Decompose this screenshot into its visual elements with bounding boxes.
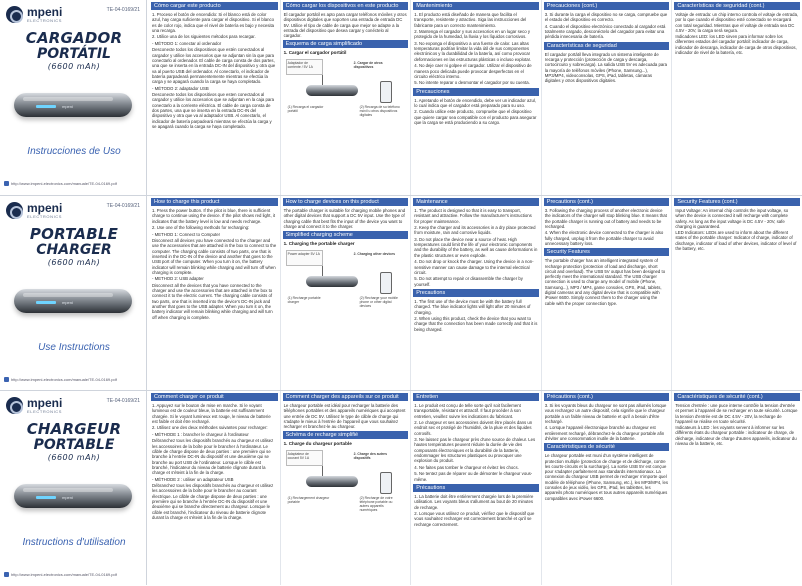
list-item: Disconnect all the devices that you have connected to the charger and use the accessories that are attached in the box to connect it to the electric current. The charging cable consists of two parts, one that is inserted into the device's DC-IN jack and another that goes to the USB adapter. When you turn it on, the battery indicator will remain blinking while charging and will turn off when charging is complete. [152, 282, 273, 320]
section-heading: Comment charger des appareils sur ce produit [283, 393, 409, 401]
content-column [149, 391, 280, 585]
phone-icon [380, 272, 392, 294]
content-column [149, 0, 280, 195]
content-columns [149, 391, 802, 585]
product-title-line: CHARGER [36, 242, 112, 258]
model-number: TE-04-0169/21 [106, 398, 140, 404]
list-item: 2. When using this product, check the device that you want to charge that the connection has been made correctly and that it is being charged. [414, 315, 538, 332]
paragraph: Le chargeur portable est idéal pour recharger la batterie des téléphones portables et des appareils numériques qui acceptent une entrée de DC 5V. Utilisez le type de câble de charge qui s'adapte le mieux à l'entrée de l'appareil que vous souhaitez recharger et branchez-le au chargeur. [283, 403, 406, 430]
device-brand-label: mpeni [62, 495, 73, 500]
numbered-list [152, 12, 277, 129]
list-item: 1. Proceso el botón de encendido: Si el blanco está de color azul, hay carga suficiente para cargar el dispositivo. Si el blanco es de color rojo, indica que el nivel de batería es bajo y necesita una recarga. [152, 12, 275, 33]
section-heading: Comment charger ce produit [151, 393, 278, 401]
diagram-caption: (2) Recharge de votre téléphone portable ou autres appareils numériques [359, 496, 393, 513]
list-item: - METHOD 1: Connect to Computer [152, 231, 221, 237]
list-item: 2. Lorsque vous utilisez ce produit, vérifiez que le dispositif que vous souhaitez recharger est correctement branché et qu'il se recharge correctement. [414, 510, 535, 527]
section-heading: Schéma de recharge simplifié [283, 431, 409, 439]
cover-panel [0, 0, 147, 195]
list-item: 5. Ne tentez pas de réparer ou de démonter le chargeur vous-même. [414, 471, 533, 482]
list-item: 1. The first use of the device must be with the battery full charged. The blue indicator lights will light after 20 minutes of charging. [414, 298, 531, 315]
device-brand-label: mpeni [62, 300, 73, 305]
device-brand-label: mpeni [62, 104, 73, 109]
product-title-line: CHARGEUR [26, 420, 122, 438]
numbered-list [545, 208, 669, 246]
content-column [671, 391, 802, 585]
list-item: - MÉTODO 2: adaptador USB [152, 85, 209, 91]
numbered-list [414, 299, 538, 332]
section-heading: Características de seguridad [544, 42, 670, 50]
list-item: 3. Ne laissez pas le chargeur près d'une source de chaleur. Les hautes températures peuvent réduire la durée de vie des composants électroniques et la durabilité de la batterie, endommager les structures plastiques ou provoquer une explosion du produit. [414, 437, 536, 464]
power-adapter-box: Power adapter 5V 1A [286, 250, 323, 266]
list-item: 2. Keep the charger and its accessories in a dry place protected from moisture, rain and corrosive liquids. [414, 225, 536, 236]
product-title-line: PORTÁTIL [37, 46, 111, 62]
list-item: 4. Lorsque l'appareil électronique branché au chargeur est entièrement rechargé, débranchez-le du chargeur portable afin d'éviter une consommation inutile de la batterie. [544, 425, 665, 441]
list-item: Desconecte todos los dispositivos que esten conectados al cargador y utilice los accesorios que se adjuntan en la caja para conectarlo a la corriente eléctrica. El cable de carga consta de dos partes, una que se inserta en la entrada DC-IN del dispositivo y otra que va al adaptador USB. Al conectarlo, el indicador de batería parpadeará mientras se efectúa la carga y se apagará cuando la carga se haya completado. [152, 92, 275, 129]
diagram-step-label: 1. Charging the portable charger [283, 241, 355, 247]
logo-icon [6, 6, 23, 23]
list-item: Disconnect all devices you have connected to the charger and use the accessories that are attached in the box to connect to the computer. The charging cable consists of two parts, one that is inserted in the DC-IN of the device and another that goes to the USB port of the computer. When you turn it on, the battery indicator will remain blinking while charging and will turn off when charging is complete. [152, 238, 277, 275]
brand-subtitle: ELECTRONICS [27, 18, 63, 23]
brand-name: mpeni [27, 201, 63, 215]
cable-line [322, 466, 323, 476]
paragraph: Indicateurs à LED : les voyants servent à informer sur les différents états du chargeur portable : indicateur de charge, de décharge, indicateur de charge d'autres appareils, indicateur du niveau de la batterie, etc. [675, 425, 797, 447]
content-column [410, 0, 541, 195]
numbered-list [152, 208, 277, 320]
diagram-step-label: 1. Charge du chargeur portable [283, 441, 352, 447]
content-column [671, 196, 802, 390]
globe-icon [4, 572, 9, 577]
model-number: TE-04-0169/21 [106, 203, 140, 209]
list-item: 1. Press the power button. If the pilot is blue, there is sufficient charge to continue using the device. If the pilot shows red light, it indicates that the battery level is low and needs recharge. [152, 208, 276, 224]
paragraph: El cargador portátil lleva integrado un sistema inteligente de recarga y protección (protección de carga y descarga, cortocircuito y sobrecarga). La salida USB 5V es adecuada para la mayoría de teléfonos móviles (iPhone, Samsung...), MP3/MP4, videoconsolas, GPS, iPad, tabletas, cámaras digitales y otros dispositivos digitales. [544, 51, 668, 84]
cable-line [322, 75, 323, 85]
section-heading: Entretien [413, 393, 539, 401]
list-item: 3. Do not place the device near a source of heat. High temperatures could limit the life of your electronic components and the durability of the battery, as well as cause deformations in the plastic structures or even explode. [414, 236, 538, 258]
content-columns [149, 0, 802, 195]
list-item: 5. No intente reparar o desmontar el cargador por su cuenta. [414, 80, 530, 86]
product-title-line: (6600 mAh) [47, 258, 101, 267]
brand-logo [6, 6, 62, 23]
power-adapter-box: Adaptador de corriente / 5V 1A [286, 59, 323, 75]
section-heading: Precautions (cont.) [544, 198, 670, 206]
paragraph: Tension d'entrée : une puce interne contrôle la tension d'entrée et permet à l'appareil de se recharger en toute sécurité. Lorsque la tension d'entrée est de DC 4.5V - 20V, la recharge de l'appareil se réalise en toute sécurité. [675, 403, 798, 424]
section-heading: Précautions (cont.) [544, 393, 670, 401]
logo-icon [6, 397, 23, 414]
diagram-step-label: 2. Charging other devices [353, 252, 396, 257]
section-heading: Precauciones [413, 88, 539, 96]
paragraph: LED Indicators: LEDs are used to inform about the different states of the portable charger: Indicator of charge, indicator of discharge, indicator of load of other devices, indicator of level of the battery, etc. [675, 230, 797, 252]
product-title-line: (6600 mAh) [47, 453, 101, 462]
section-heading: Cómo cargar este producto [151, 2, 278, 10]
list-item: - METHOD 2: USB adapter [152, 276, 204, 282]
power-bank-small-image [306, 276, 358, 287]
brand-text [27, 202, 62, 219]
content-column [410, 196, 541, 390]
product-title [14, 31, 134, 71]
brand-logo [6, 202, 62, 219]
list-item: - MÉTHODE 2 : utiliser un adaptateur USB [152, 476, 234, 482]
content-column [671, 0, 802, 195]
paragraph: Input Voltage: An internal chip controls the input voltage, so when the device is connected it will recharge with complete safety. As long as the input voltage is DC 4.5V - 20V, safe charging is guaranteed. [675, 208, 789, 229]
content-column [541, 391, 672, 585]
list-item: 2. Use one of the following methods for recharging: [152, 225, 250, 231]
brand-text [27, 6, 62, 23]
list-item: 2. Mantenga el cargador y sus accesorios en un lugar seco y protegido de la humedad, la lluvia y los líquidos corrosivos. [414, 29, 531, 40]
instruction-sheet [0, 195, 802, 390]
product-title-line: (6600 mAh) [47, 62, 101, 71]
content-column [541, 0, 672, 195]
section-heading: How to charge this product [151, 198, 278, 206]
numbered-list [414, 12, 538, 86]
list-item: 1. La batterie doit être entièrement chargée lors de la première utilisation. Les voyants bleus s'allument au bout de 20 minutes de recharge. [414, 493, 534, 510]
brand-text [27, 397, 62, 414]
product-title-line: CARGADOR [25, 29, 123, 47]
content-column [280, 391, 411, 585]
logo-icon [6, 202, 23, 219]
numbered-list [152, 403, 277, 520]
section-heading: Características de seguridad (cont.) [674, 2, 800, 10]
diagram-caption: (1) Recarga el cargador portátil [287, 105, 324, 114]
instructions-heading: Instrucciones de Uso [27, 146, 121, 157]
led-strip [36, 105, 56, 108]
section-heading: Cómo cargar los dispositivos en este producto [283, 2, 409, 10]
paragraph: The portable charger has an intelligent integrated system of recharge protection (protection of load and discharge, short circuit and overload). The USB 5V output has been designed to perfectly meet the international standard. The USB charger connection is used to charge any model of mobile (iPhone, Samsung...), MP3 / MP4, game consoles, GPS, iPad, tablets, digital cameras and any digital device that is compatible with iPower 6600. Simply connect them to the charger using the cable with the proper connection type. [544, 258, 666, 306]
list-item: 5. Do not attempt to repair or disassemble the charger by yourself. [414, 276, 523, 287]
brand-subtitle: ELECTRONICS [27, 214, 63, 219]
numbered-list [414, 494, 538, 527]
numbered-list [414, 208, 538, 287]
power-bank-image [14, 484, 132, 508]
list-item: 4. Cuando el dispositivo electrónico conectado al cargador está totalmente cargado, desconéctelo del cargador para evitar una pérdida innecesaria de batería. [544, 23, 666, 40]
section-heading: Mantenimiento [413, 2, 539, 10]
list-item: 1. Le produit est conçu de telle sorte qu'il soit facilement transportable, résistant et attractif. Il faut procéder à son entretien, veuillez suivre les indications du fabricant. [414, 403, 521, 419]
cable-line [322, 266, 323, 276]
list-item: 3. Following the charging process of another electronic device the indicators of the charger will stop blinking blue. It means that the portable charger is running out of battery and needs to be recharged. [544, 208, 667, 229]
list-item: 1. Apretando el botón de encendido, debe ver un indicador azul, lo cual indica que el cargador está preparado para su uso. [414, 97, 537, 108]
section-heading: Caractéristiques de sécurité (cont.) [674, 393, 800, 401]
brand-subtitle: ELECTRONICS [27, 409, 63, 414]
list-item: 1. El producto está diseñado de manera que facilita el transporte, resistente y atractivo. Siga las instrucciones del fabricante para un correcto mantenimiento. [414, 12, 527, 28]
paragraph: Voltaje de entrada: un chip interno controla el voltaje de entrada, por lo que cuando el dispositivo esté conectado se recargará con total seguridad. Mientras que el voltaje de entrada sea DC 4.5V - 20V, la carga será segura. [675, 12, 799, 33]
led-strip [36, 496, 56, 499]
paragraph: Indicadores LED: los LED sirven para informar sobre los diferentes estados del cargador portátil: indicador de carga, indicador de descarga, indicador de carga de otros dispositivos, indicador de nivel de la batería, etc. [675, 34, 797, 56]
content-column [280, 196, 411, 390]
list-item: 1. Appuyez sur le bouton de mise en marche. Si le voyant lumineux est de couleur bleue, la batterie est suffisamment chargée. Si le voyant lumineux est rouge, le niveau de batterie est faible et doit être rechargé. [152, 403, 271, 424]
list-item: 3. No exponga el dispositivo a una fuente de calor. Las altas temperaturas podrían limitar la vida útil de sus componentes electrónicos y la durabilidad de la batería, así como provocar deformaciones en las estructuras plásticas o incluso explotar. [414, 40, 531, 62]
globe-icon [4, 377, 9, 382]
section-heading: Precauciones (cont.) [544, 2, 670, 10]
charging-diagram [284, 448, 408, 516]
instructions-heading: Instructions d'utilisation [22, 537, 126, 548]
instruction-sheet [0, 0, 802, 195]
list-item: - MÉTHODE 1 : brancher le chargeur à l'ordinateur [152, 431, 249, 437]
section-heading: Simplified charging scheme [283, 231, 409, 239]
list-item: Débranchez tous les dispositifs branchés au chargeur et utilisez les accessoires de la boîte pour le brancher à l'ordinateur. Le câble de charge dispose de deux parties : une première qui se branche à l'entrée DC-IN du dispositif et une deuxième qui se branche au port USB de l'ordinateur. Lorsque le câble est branché, l'indicateur du niveau de batterie clignote durant la charge et s'éteint à la fin de la charge. [152, 438, 274, 476]
content-columns [149, 196, 802, 390]
power-bank-image [14, 93, 132, 117]
list-item: 2. Utilisez une des deux méthodes suivantes pour recharger: [152, 425, 268, 431]
power-bank-small-image [306, 476, 358, 487]
brand-logo [6, 397, 62, 414]
diagram-step-label: 2. Cargar de otros dispositivos [353, 61, 383, 70]
diagram-caption: (1) Recharge portable charger [287, 296, 321, 305]
list-item: 3. Si les voyants bleus du chargeur ne sont pas allumés lorsque vous rechargez un autre dispositif, cela signifie que le chargeur portable a un faible niveau de batterie et qu'il a besoin d'être rechargé. [544, 403, 667, 424]
manual-url-text[interactable]: http://www.impeni-electronics.com/manuale/TE-04-0169.pdf [11, 377, 117, 382]
numbered-list [545, 12, 669, 40]
instructions-heading: Use Instructions [38, 342, 110, 353]
section-heading: Security Features (cont.) [674, 198, 800, 206]
charging-diagram [284, 57, 408, 125]
section-heading: Précautions [413, 484, 539, 492]
phone-icon [380, 81, 392, 103]
diagram-step-label: 2. Charge des autres dispositifs [353, 452, 387, 461]
list-item: 2. Le chargeur et ses accessoires doivent être placés dans un endroit sec et protégé de l'humidité, de la pluie et des liquides corrosifs. [414, 420, 533, 436]
list-item: 4. No deje caer ni golpee el cargador. Utilizar el dispositivo de manera poco delicada puede provocar desperfectos en el circuito eléctrico interno. [414, 63, 532, 79]
phone-icon [380, 472, 392, 494]
diagram-caption: (2) Recharge your mobile phone or other digital devices [359, 296, 398, 309]
content-column [541, 196, 672, 390]
power-bank-small-image [306, 85, 358, 96]
section-heading: Precautions [413, 289, 539, 297]
paragraph: El cargador portátil es apto para cargar teléfonos móviles y otros dispositivos digitales que soporten una entrada de entrada DC 5V. Utilice el tipo de cable de carga que mejor se adapte a la entrada del dispositivo que desea cargar y conéctelo al cargador. [283, 12, 407, 39]
list-item: 1. The product is designed so that it is easy to transport, resistant and attractive. Follow the manufacturer's instructions for proper maintenance. [414, 208, 532, 224]
diagram-caption: (2) Recarga de su teléfono móvil u otros dispositivos digitales [359, 105, 400, 118]
content-column [149, 196, 280, 390]
list-item: 4. When the electronic device connected to the charger is also fully charged, unplug it from the portable charger to avoid unnecessary battery loss. [544, 230, 664, 246]
globe-icon [4, 181, 9, 186]
content-column [280, 0, 411, 195]
manual-url-text[interactable]: http://www.impeni-electronics.com/manuale/TE-04-0169.pdf [11, 181, 117, 186]
list-item: 4. Do not drop or knock the charger. Using the device in a non-sensitive manner can cause damage to the internal electrical circuit. [414, 259, 534, 275]
section-heading: Caractéristiques de sécurité [544, 443, 670, 451]
list-item: 2. Utilice una de los siguientes métodos para recargar. [152, 34, 256, 40]
list-item: Desconecte todos los dispositivos que estén conectados al cargador y utilice los accesorios que se adjuntan sin la que para conectarlo al ordenador. El cable de carga consta de dos partes, una que se inserta en la entrada DC-IN del dispositivo y otra que va al puerto USB del ordenador. Al conectarlo, el indicador de batería parpadeará permanentemente mientras se efectúa la carga y se apagará cuando la carga se haya completado. [152, 47, 276, 85]
product-title-line: PORTABLE [29, 225, 119, 243]
paragraph: The portable charger is suitable for charging mobile phones and other digital devices that support a DC 5V input. Use the type of charging cable that best fits the input of the device you want to charge and connect it to the charger. [283, 208, 406, 229]
diagram-caption: (1) Rechargement chargeur portable [287, 496, 330, 505]
paragraph: Le chargeur portable est muni d'un système intelligent de protection multiple (protection de charge et de décharge, contre les courts-circuits et la surcharge). La sortie USB 5V est conçue pour s'adapter parfaitement aux standards internationaux. La connexion du chargeur USB permet de recharger n'importe quel modèle de téléphone (iPhone, Samsung, etc.), les MP3/MP4, les consoles de jeux vidéo, les GPS, iPad, les tablettes, les appareils photo numériques et tous autres appareils numériques compatibles avec iPower 6600. [544, 453, 669, 501]
manual-url[interactable] [4, 377, 146, 382]
numbered-list [545, 403, 669, 441]
product-title-line: PORTABLE [33, 437, 115, 453]
power-adapter-box: Adaptateur de courant 5V 1A [286, 450, 323, 466]
product-title [14, 422, 134, 462]
charging-diagram [284, 248, 408, 316]
brand-name: mpeni [27, 396, 63, 410]
model-number: TE-04-0169/21 [106, 7, 140, 13]
manual-url[interactable] [4, 181, 146, 186]
manual-url[interactable] [4, 572, 146, 577]
section-heading: Esquema de carga simplificado [283, 40, 409, 48]
list-item: 4. Ne faites pas tomber le chargeur et évitez les chocs. [414, 464, 519, 470]
list-item: 2. Cuando utilice este producto, compruebe que el dispositivo que quiere cargar sea compatible con el producto para asegurar que la carga se está produciendo a su cargo. [414, 109, 537, 125]
power-bank-image [14, 289, 132, 313]
numbered-list [414, 403, 538, 482]
list-item: 3. Si durante la carga el dispositivo no se carga, compruebe que el estado del dispositivo es correcto. [544, 12, 668, 23]
cover-panel [0, 391, 147, 585]
section-heading: Maintenance [413, 198, 539, 206]
section-heading: How to charge devices on this product [283, 198, 409, 206]
diagram-step-label: 1. Cargar el cargador portátil [283, 50, 347, 56]
list-item: - MÉTODO 1: conectar al ordenador [152, 40, 222, 46]
content-column [410, 391, 541, 585]
instruction-sheet [0, 390, 802, 585]
product-title [14, 227, 134, 267]
section-heading: Security Features [544, 248, 670, 256]
cover-panel [0, 196, 147, 390]
manual-url-text[interactable]: http://www.impeni-electronics.com/manuale/TE-04-0169.pdf [11, 572, 117, 577]
led-strip [36, 301, 56, 304]
brand-name: mpeni [27, 5, 63, 19]
numbered-list [414, 98, 538, 126]
list-item: Débranchez tous les dispositifs branchés au chargeur et utilisez les accessoires de la boîte pour le brancher au courant électrique. Le câble de charge dispose de deux parties : une première qui se branche à l'entrée DC-IN du dispositif et une deuxième qui se branche directement au chargeur. Lorsque le câble est branché, l'indicateur du niveau de batterie clignote durant la charge et s'éteint à la fin de la charge. [152, 483, 274, 520]
